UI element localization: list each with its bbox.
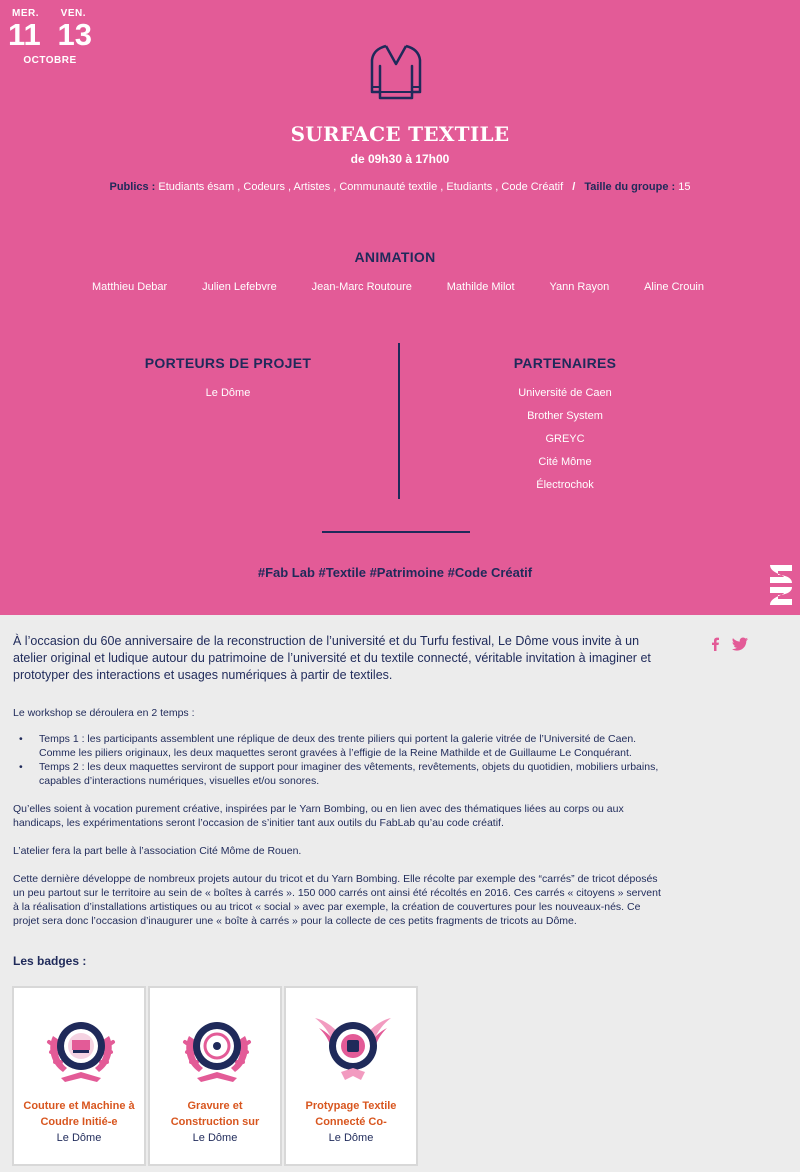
partenaire-item[interactable]: Électrochok xyxy=(536,479,594,491)
date-numbers xyxy=(8,17,92,52)
group-size-value: 15 xyxy=(678,181,691,193)
date-end: 13 xyxy=(57,17,92,52)
column-divider xyxy=(398,343,400,499)
sweater-icon xyxy=(368,42,424,102)
animator-name[interactable]: Mathilde Milot xyxy=(446,281,515,293)
animation-list xyxy=(92,281,704,293)
site-logo-icon[interactable] xyxy=(764,561,798,605)
porteur-item[interactable]: Le Dôme xyxy=(205,387,251,399)
description-paragraph: L’atelier fera la part belle à l’association Cité Môme de Rouen. xyxy=(13,845,302,857)
porteurs-heading: PORTEURS DE PROJET xyxy=(144,355,312,371)
description-paragraph: Le workshop se déroulera en 2 temps : xyxy=(13,707,195,719)
badge-organization: Le Dôme xyxy=(56,1132,102,1144)
intro-paragraph: À l’occasion du 60e anniversaire de la reconstruction de l’université et du Turfu festival, Le Dôme vous invite à un atelier original et ludique autour du patrimoine de l’université et du textile connecté, véritable invitation à imaginer et prototyper des interactions et usages numériques à partir de textiles. xyxy=(13,634,651,682)
date-block xyxy=(8,8,92,66)
partenaire-item[interactable]: Brother System xyxy=(527,410,603,422)
animation-heading: ANIMATION xyxy=(354,249,436,265)
publics-value: Etudiants ésam , Codeurs , Artistes , Communauté textile , Etudiants , Code Créatif xyxy=(158,181,564,193)
animator-name[interactable]: Julien Lefebvre xyxy=(202,281,277,293)
section-divider xyxy=(322,531,470,533)
partenaire-item[interactable]: Cité Môme xyxy=(538,456,592,468)
badge-title: Protypage Textile Connecté Co- xyxy=(305,1100,397,1128)
porteurs-list xyxy=(128,387,328,399)
day-start: MER. xyxy=(12,8,39,19)
twitter-icon[interactable] xyxy=(732,637,748,656)
badges-heading: Les badges : xyxy=(13,954,87,968)
description xyxy=(13,706,663,942)
group-size-label: Taille du groupe : xyxy=(584,181,676,193)
publics-label: Publics : xyxy=(109,181,156,193)
badge-organization: Le Dôme xyxy=(192,1132,238,1144)
badge-card[interactable] xyxy=(12,986,146,1166)
badge-card[interactable] xyxy=(284,986,418,1166)
list-item: • Temps 2 : les deux maquettes serviront de support pour imaginer des vêtements, revêtements, objets du quotidien, mobiliers urbains, capables d’interactions numériques, visuelles et/ou sonores. xyxy=(13,760,663,788)
badge-card[interactable] xyxy=(148,986,282,1166)
event-time: de 09h30 à 17h00 xyxy=(350,152,450,166)
date-month: OCTOBRE xyxy=(23,55,77,66)
animator-name[interactable]: Yann Rayon xyxy=(549,281,610,293)
description-list xyxy=(13,732,663,788)
list-item: • Temps 1 : les participants assemblent une réplique de deux des trente piliers qui portent la galerie vitrée de l’Université de Caen. Comme les piliers originaux, les deux maquettes seront gravées à l’effigie de la Reine Mathilde et de Guillaume Le Conquérant. xyxy=(13,732,663,760)
partenaire-item[interactable]: GREYC xyxy=(545,433,585,445)
animator-name[interactable]: Matthieu Debar xyxy=(92,281,168,293)
publics-line xyxy=(0,181,800,193)
date-start: 11 xyxy=(8,17,41,52)
event-title: SURFACE TEXTILE xyxy=(290,122,510,146)
day-end: VEN. xyxy=(60,8,86,19)
partenaires-heading: PARTENAIRES xyxy=(513,355,617,371)
description-paragraph: Qu’elles soient à vocation purement créative, inspirées par le Yarn Bombing, ou en lien avec des thématiques liées au corps ou aux handicaps, les expérimentations seront l’occasion de s’initier tant aux outils du FabLab qu’au code créatif. xyxy=(13,803,624,829)
animator-name[interactable]: Jean-Marc Routoure xyxy=(311,281,412,293)
badge-title: Gravure et Construction sur xyxy=(170,1100,260,1128)
facebook-icon[interactable] xyxy=(710,637,720,656)
separator: / xyxy=(572,181,576,193)
badge-title: Couture et Machine à Coudre Initié-e xyxy=(23,1100,135,1128)
description-paragraph: Cette dernière développe de nombreux projets autour du tricot et du Yarn Bombing. Elle récolte par exemple des “carrés” de tricot déposés un peu partout sur le territoire au sein de « boîtes à carrés ». 150 000 carrés ont ainsi été récoltés en 2016. Ces carrés « citoyens » servent à la réalisation d’installations artistiques ou au tricot « social » avec par exemple, la création de couvertures pour les nouveaux-nés. Ce projet sera donc l’occasion d’inaugurer une « boîte à carrés » pour la collecte de ces petits fragments de tricots au Dôme. xyxy=(13,873,661,927)
animator-name[interactable]: Aline Crouin xyxy=(644,281,704,293)
partenaire-item[interactable]: Université de Caen xyxy=(518,387,612,399)
social-share xyxy=(710,637,748,656)
textile-badge-icon xyxy=(311,1006,395,1086)
partenaires-list xyxy=(465,387,665,502)
sewing-badge-icon xyxy=(39,1006,123,1086)
engraving-badge-icon xyxy=(175,1006,259,1086)
badge-organization: Le Dôme xyxy=(328,1132,374,1144)
hashtags: #Fab Lab #Textile #Patrimoine #Code Créatif xyxy=(257,565,533,580)
